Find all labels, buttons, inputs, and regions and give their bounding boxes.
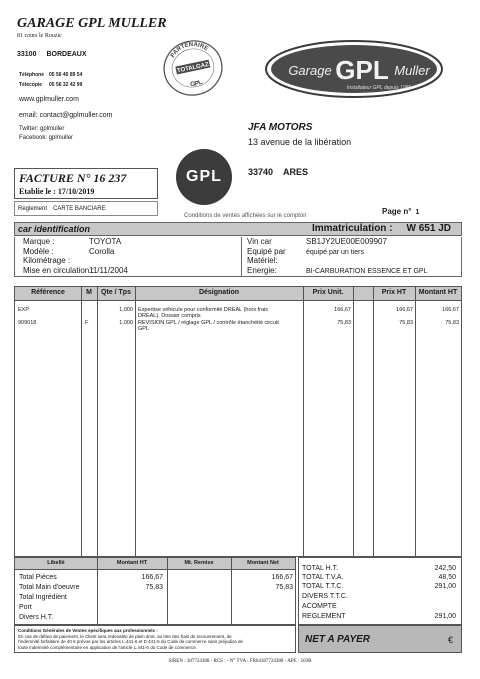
svg-text:Installateur GPL depuis 1985: Installateur GPL depuis 1985: [346, 85, 412, 91]
payment-method: [14, 201, 158, 216]
vehicle-field-value: TOYOTA: [89, 237, 122, 246]
conditions-note: Conditions de ventes affichées sur le comptoir: [184, 213, 307, 219]
cell-amount-ht: 166,67: [442, 307, 459, 313]
vehicle-field: [242, 237, 461, 247]
payment-value: CARTE BANCIARE: [53, 206, 106, 212]
svg-text:PARTENAIRE: PARTENAIRE: [170, 41, 209, 59]
totals-label: Divers H.T.: [19, 614, 54, 621]
company-city: [17, 51, 87, 58]
legal-line: l'indemnité forfaitaire de 40 € prévue par les articles L.441-6 et D.441-5 du Code de commerce sans préjudice de: [18, 639, 243, 645]
svg-text:GPL: GPL: [190, 78, 204, 88]
company-postcode: 33100: [17, 51, 37, 58]
legal-line: Conditions Générales de Ventes spécifiques aux professionnels :: [18, 628, 158, 633]
column-header: M: [86, 289, 92, 296]
invoice-number: FACTURE N° 16 237: [19, 171, 127, 185]
column-divider: [167, 558, 168, 624]
svg-text:Muller: Muller: [394, 63, 430, 78]
totals-label: Total Pièces: [19, 574, 57, 581]
cell-designation: [138, 307, 302, 319]
company-city-name: BORDEAUX: [46, 51, 87, 58]
vehicle-field: [242, 266, 461, 276]
designation-line: DREAL). Dossier compris: [138, 313, 201, 319]
partner-badge-logo: [161, 37, 225, 97]
amount-due-label: NET A PAYER: [305, 634, 371, 645]
company-website: www.gplmuller.com: [19, 96, 79, 103]
client-postcode: 33740: [248, 167, 274, 177]
svg-text:Garage: Garage: [288, 63, 332, 78]
registration: [312, 223, 451, 234]
summary-row: [302, 603, 458, 611]
totals-amount-net: 166,67: [271, 574, 293, 581]
totals-breakdown-table: [14, 557, 296, 625]
fax-value: 05 56 32 42 99: [49, 82, 83, 88]
invoice-date: Etablie le : 17/10/2019: [19, 187, 95, 196]
client-city-name: ARES: [283, 167, 309, 177]
cell-unit-price: 166,67: [334, 307, 351, 313]
cell-reference: EXP: [18, 307, 30, 313]
client-street: 13 avenue de la libération: [248, 137, 352, 147]
summary-row: [302, 574, 458, 582]
vehicle-field-label: Mise en circulation :: [23, 265, 94, 275]
column-divider: [97, 287, 98, 556]
vehicle-field-label: Vin car: [247, 237, 272, 246]
company-name: GARAGE GPL MULLER: [17, 16, 167, 31]
vehicle-field: [15, 256, 241, 266]
vehicle-field: [15, 247, 241, 257]
cell-price-ht: 166,67: [396, 307, 413, 313]
gpl-circle-logo: GPL: [176, 149, 232, 205]
svg-text:GPL: GPL: [335, 55, 389, 85]
client-city: [248, 167, 308, 177]
totals-header: [15, 558, 295, 570]
summary-row: [302, 583, 458, 591]
vehicle-section-title: car identification: [18, 224, 91, 234]
totals-label: Port: [19, 604, 32, 611]
column-header: Prix HT: [381, 289, 407, 296]
summary-label: REGLEMENT: [302, 613, 346, 620]
phone-label: Téléphone: [19, 72, 45, 78]
fax-label: Télécopie: [19, 82, 43, 88]
invoice-header-box: [14, 168, 158, 199]
totals-label: Total Ingrédient: [19, 594, 67, 601]
company-facebook: Facebook: gplmuller: [19, 135, 74, 141]
svg-text:TOTALGAZ: TOTALGAZ: [176, 61, 210, 75]
cell-unit-price: 75,83: [337, 320, 351, 326]
registration-value: W 651 JD: [406, 223, 451, 234]
company-street: 81 cours le Rouzic: [17, 33, 62, 39]
cell-reference: 909018: [18, 320, 37, 326]
summary-label: TOTAL T.V.A.: [302, 574, 344, 581]
summary-value: 48,50: [438, 574, 456, 581]
summary-label: DIVERS T.T.C.: [302, 593, 348, 600]
summary-label: ACOMPTE: [302, 603, 337, 610]
vehicle-field: [242, 247, 461, 257]
column-header: Mt. Remise: [184, 560, 214, 566]
column-divider: [373, 287, 374, 556]
registration-label: Immatriculation :: [311, 223, 393, 234]
cell-price-ht: 75,83: [399, 320, 413, 326]
cell-designation: [138, 320, 302, 332]
company-phone: [19, 72, 82, 78]
summary-label: TOTAL H.T.: [302, 565, 339, 572]
payment-label: Règlement: [18, 206, 48, 212]
column-divider: [231, 558, 232, 624]
phone-value: 05 56 40 89 54: [49, 72, 83, 78]
cell-quantity: 1,000: [119, 320, 133, 326]
net-a-payer-box: [298, 625, 462, 653]
column-divider: [303, 287, 304, 556]
vehicle-field-value: équipé par un tiers: [306, 248, 364, 256]
amount-due-currency: €: [447, 635, 453, 645]
cell-quantity: 1,000: [119, 307, 133, 313]
column-divider: [97, 558, 98, 624]
vehicle-field: [15, 237, 241, 247]
vehicle-details-left: [14, 237, 242, 277]
legal-line: En cas de défaut de paiement, le Client sera redevable de plein droit, au titre des frais de recouvrement, de: [18, 633, 232, 639]
page-value: 1: [415, 209, 420, 216]
designation-line: REVISION GPL / réglage GPL / contrôle étanchéité circuit: [138, 320, 279, 326]
column-header: Montant HT: [116, 560, 148, 566]
page-label: Page n°: [382, 207, 412, 216]
cell-amount-ht: 75,83: [445, 320, 459, 326]
column-header: Qte / Tps: [101, 289, 131, 296]
invoice-lines-table: [14, 286, 462, 557]
vehicle-field-value: BI-CARBURATION ESSENCE ET GPL: [306, 267, 428, 275]
page-number: [382, 207, 419, 216]
column-divider: [81, 287, 82, 556]
vehicle-field-label: Equipé par: [247, 246, 286, 256]
vehicle-field: [15, 266, 241, 276]
vehicle-field-label: Marque :: [23, 237, 55, 246]
column-header: Montant HT: [418, 289, 458, 296]
vehicle-field-value: Corolla: [89, 246, 115, 256]
column-header: Montant Net: [247, 560, 279, 566]
summary-row: [302, 613, 458, 621]
column-divider: [135, 287, 136, 556]
summary-label: TOTAL T.T.C.: [302, 583, 344, 590]
totals-summary: [298, 557, 462, 625]
totals-amount-ht: 166,67: [141, 574, 163, 581]
column-header: Prix Unit.: [312, 289, 344, 296]
company-fax: [19, 82, 82, 88]
vehicle-field-label: Matériel:: [247, 256, 278, 265]
column-divider: [415, 287, 416, 556]
summary-row: [302, 593, 458, 601]
vehicle-header-bar: [14, 222, 462, 236]
totals-amount-net: 75,83: [275, 584, 293, 591]
vehicle-field-label: Energie:: [247, 265, 277, 275]
column-divider: [353, 287, 354, 556]
column-header: Référence: [31, 289, 65, 296]
designation-line: Expertise véhicule pour conformité DREAL (hors frais: [138, 307, 269, 313]
summary-value: 291,00: [434, 613, 456, 620]
vehicle-field: [242, 256, 461, 266]
legal-line: toute indemnité complémentaire en application de l'article L.441-6 du Code de commerce.: [18, 644, 197, 650]
column-header: Libellé: [47, 560, 65, 566]
vehicle-details-right: [242, 237, 462, 277]
summary-row: [302, 565, 458, 573]
client-name: JFA MOTORS: [248, 122, 313, 133]
column-header: Désignation: [198, 289, 240, 296]
company-legal-ids: SIREN : 387724388 - RCS : - N° TVA : FR04387724388 - APE : 503B: [168, 659, 312, 664]
summary-value: 291,00: [434, 583, 456, 590]
vehicle-field-label: Modèle :: [23, 246, 54, 256]
totals-label: Total Main d'oeuvre: [19, 584, 80, 591]
designation-line: GPL: [138, 326, 150, 332]
garage-gpl-muller-logo: [264, 39, 444, 99]
company-email: email: contact@gplmuller.com: [19, 112, 113, 119]
cell-m: F: [85, 320, 89, 326]
vehicle-field-value: 11/11/2004: [89, 265, 128, 275]
summary-value: 242,50: [434, 565, 456, 572]
vehicle-field-label: Kilométrage :: [23, 256, 71, 265]
vehicle-field-value: SB1JY2UE00E009907: [306, 237, 387, 246]
company-twitter: Twitter: gplmuller: [19, 126, 65, 132]
legal-conditions: [14, 625, 296, 653]
totals-amount-ht: 75,83: [145, 584, 163, 591]
